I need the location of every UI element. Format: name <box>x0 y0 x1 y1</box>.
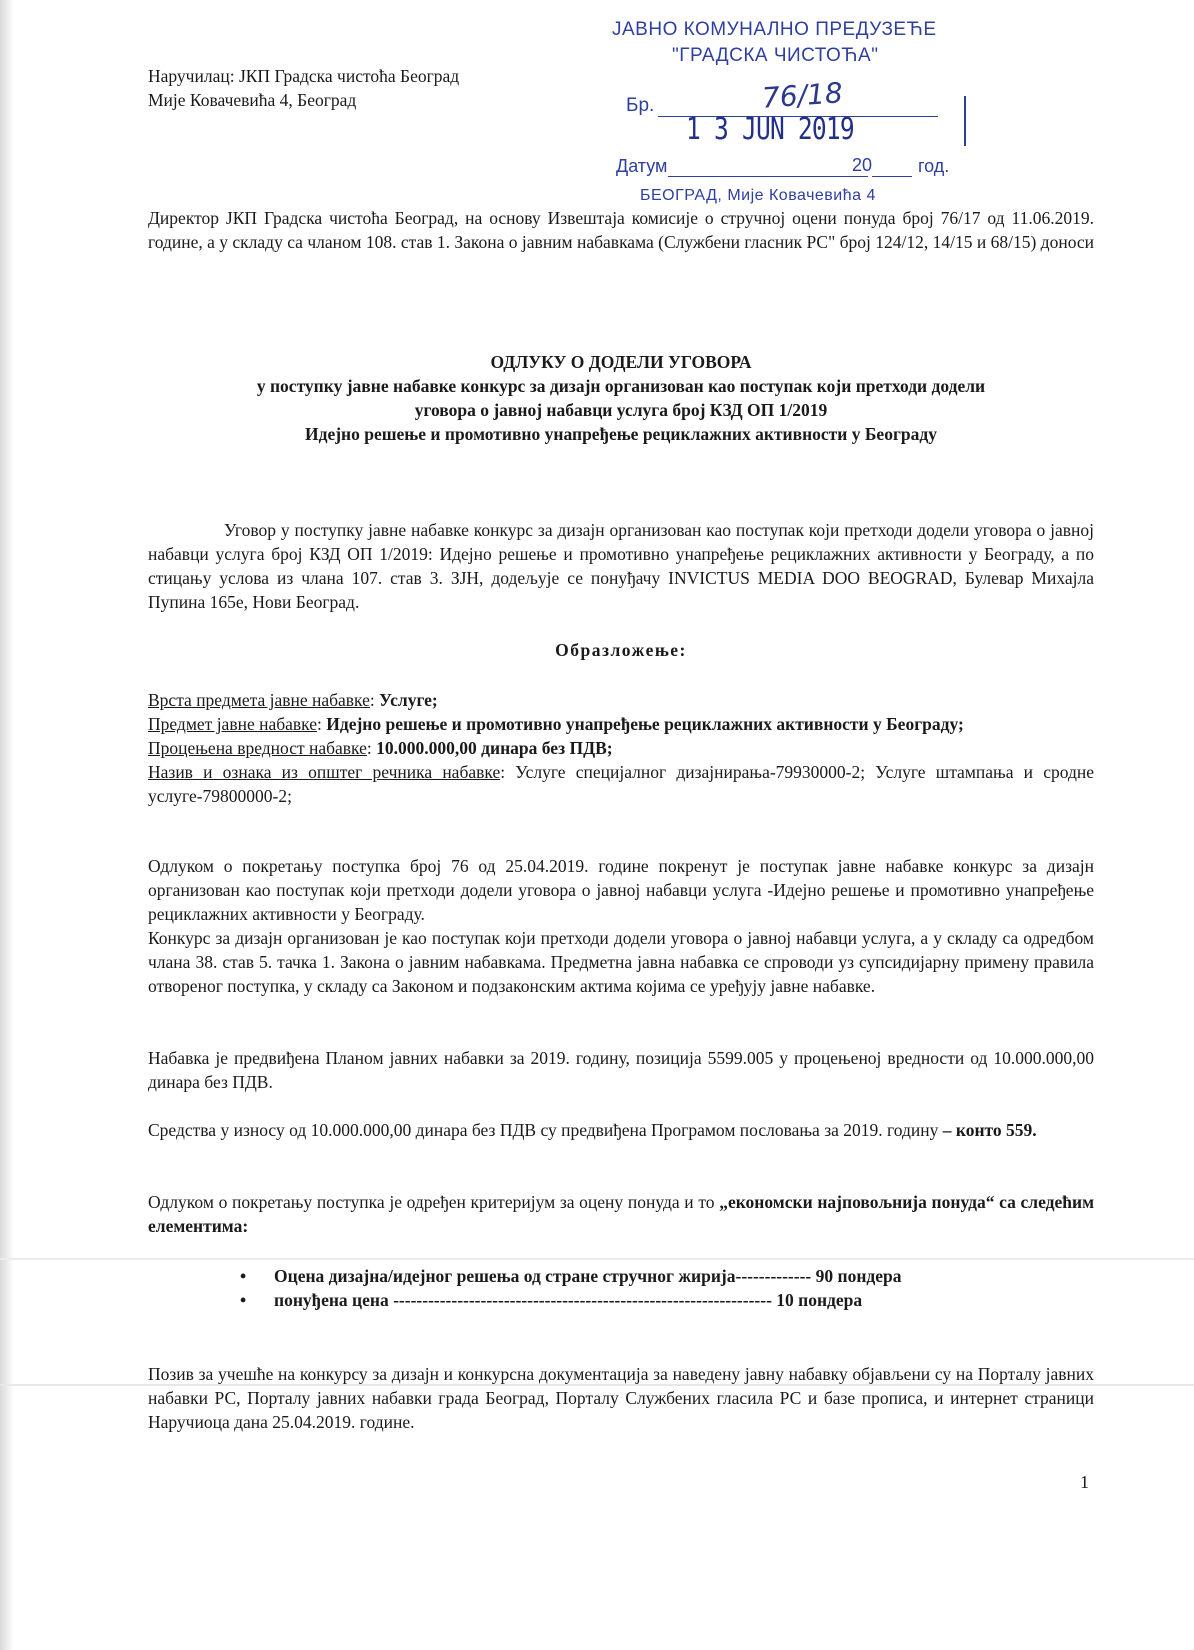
field-value-label: Процењена вредност набавке <box>148 738 367 758</box>
bullet-icon: • <box>240 1290 247 1310</box>
field-value: Процењена вредност набавке: 10.000.000,00 динара без ПДВ; <box>148 738 613 758</box>
bullet-icon: • <box>240 1266 247 1286</box>
decision-title <box>148 350 1094 446</box>
field-code: Назив и ознака из општег речника набавке: Услуге специјалног дизајнирања-79930000-2; Услуге штампања и сродне услуге-79800000-2; <box>148 762 1094 806</box>
client-name: Наручилац: ЈКП Градска чистоћа Београд <box>148 66 460 86</box>
field-subject: Предмет јавне набавке: Идејно решење и промотивно унапређење рециклажних активности у Београду; <box>148 714 964 734</box>
procedure-paragraph-a: Одлуком о покретању поступка број 76 од 25.04.2019. године покренут је поступак јавне набавке конкурс за дизајн организован као поступак који претходи додели уговора о јавној набавци услуга -Идејно решење и промотивно унапређење рециклажних активности у Београду. <box>148 856 1094 924</box>
criteria-intro-paragraph <box>148 1190 1094 1238</box>
scan-artifact-line <box>0 1258 1194 1260</box>
stamp-date: 1 3 JUN 2019 <box>686 112 854 147</box>
stamp-year-label: год. <box>918 156 950 176</box>
criteria-item-text: понуђена цена ----------------------------------------------------------------- 10 пондера <box>274 1290 863 1310</box>
funds-text: Средства у износу од 10.000.000,00 динара без ПДВ су предвиђена Програмом пословања за 2019. годину <box>148 1120 939 1140</box>
criteria-item <box>240 1288 1040 1312</box>
field-subject-value: Идејно решење и промотивно унапређење рециклажних активности у Београду; <box>326 714 964 734</box>
field-code-value: Услуге специјалног дизајнирања-79930000-2; Услуге штампања и сродне услуге-79800000-2; <box>148 762 1094 806</box>
procurement-fields <box>148 688 1094 808</box>
title-line3: уговора о јавној набавци услуга број КЗД ОП 1/2019 <box>414 400 828 420</box>
field-subject-label: Предмет јавне набавке <box>148 714 317 734</box>
field-value-value: 10.000.000,00 динара без ПДВ; <box>376 738 613 758</box>
field-type-value: Услуге; <box>379 690 438 710</box>
plan-paragraph: Набавка је предвиђена Планом јавних набавки за 2019. годину, позиција 5599.005 у процењеној вредности од 10.000.000,00 динара без ПДВ. <box>148 1048 1094 1092</box>
stamp-handwritten-number: 76/18 <box>760 76 844 115</box>
page-number: 1 <box>1080 1472 1089 1492</box>
client-address: Мије Ковачевића 4, Београд <box>148 90 357 110</box>
scan-edge-shadow <box>0 0 14 1650</box>
field-type-label: Врста предмета јавне набавке <box>148 690 370 710</box>
explanation-heading: Образложење: <box>555 640 687 660</box>
stamp-number-label: Бр. <box>626 95 655 116</box>
publication-paragraph: Позив за учешће на конкурсу за дизајн и конкурсна документација за наведену јавну набавку објављени су на Порталу јавних набавки РС, Порталу јавних набавки града Београд, Порталу Службених гласила РС и базе прописа, и интернет страници Наручиоца дана 25.04.2019. године. <box>148 1364 1094 1432</box>
title-line4: Идејно решење и промотивно унапређење рециклажних активности у Београду <box>305 424 937 444</box>
stamp-city-line: БЕОГРАД, Мије Ковачевића 4 <box>640 187 876 204</box>
stamp-vertical-mark <box>964 96 966 146</box>
criteria-intro-bold: „економски најповољнија понуда“ са следећим елементима: <box>148 1192 1094 1236</box>
funds-paragraph <box>148 1118 1094 1142</box>
criteria-intro-text: Одлуком о покретању поступка је одређен критеријум за оцену понуда и то <box>148 1192 715 1212</box>
title-line2: у поступку јавне набавке конкурс за дизајн организован као поступак који претходи додели <box>256 376 986 396</box>
client-block <box>148 64 648 112</box>
stamp-org-line2: "ГРАДСКА ЧИСТОЋА" <box>672 45 879 66</box>
intro-paragraph: Директор ЈКП Градска чистоћа Београд, на основу Извештаја комисије о стручној оцени понуда број 76/17 од 11.06.2019. године, а у складу са чланом 108. став 1. Закона о јавним набавкама (Службени гласник РС" број 124/12, 14/15 и 68/15) доноси <box>148 208 1095 252</box>
procedure-paragraph-b: Конкурс за дизајн организован је као поступак који претходи додели уговора о јавној набавци услуга, а у складу са одредбом члана 38. став 5. тачка 1. Закона о јавним набавкама. Предметна јавна набавка се спроводи уз супсидијарну примену правила отвореног поступка, у складу са Законом и подзаконским актима којима се уређују јавне набавке. <box>148 928 1094 996</box>
criteria-item <box>240 1264 1040 1288</box>
stamp-year-prefix: 20 <box>852 155 873 175</box>
field-type: Врста предмета јавне набавке: Услуге; <box>148 690 438 710</box>
criteria-list <box>240 1264 1040 1312</box>
funds-account: – конто 559. <box>942 1120 1037 1140</box>
procedure-paragraph <box>148 854 1094 998</box>
title-line1: ОДЛУКУ О ДОДЕЛИ УГОВОРА <box>490 352 752 372</box>
award-paragraph: Уговор у поступку јавне набавке конкурс за дизајн организован као поступак који претходи додели уговора о јавној набавци услуга број КЗД ОП 1/2019: Идејно решење и промотивно унапређење рециклажних активности у Београду, а по стицању услова из члана 107. став 3. ЗЈН, додељује се понуђачу INVICTUS MEDIA DOO BEOGRAD, Булевар Михајла Пупина 165е, Нови Београд. <box>148 520 1094 612</box>
stamp-org-line1: ЈАВНО КОМУНАЛНО ПРЕДУЗЕЋЕ <box>612 19 937 40</box>
stamp-year-line <box>872 176 912 177</box>
criteria-item-text: Оцена дизајна/идејног решења од стране стручног жирија------------- 90 пондера <box>274 1266 902 1286</box>
registration-stamp <box>596 14 996 204</box>
field-code-label: Назив и ознака из општег речника набавке <box>148 762 501 782</box>
stamp-date-label: Датум <box>616 156 668 176</box>
stamp-date-line <box>668 176 868 177</box>
